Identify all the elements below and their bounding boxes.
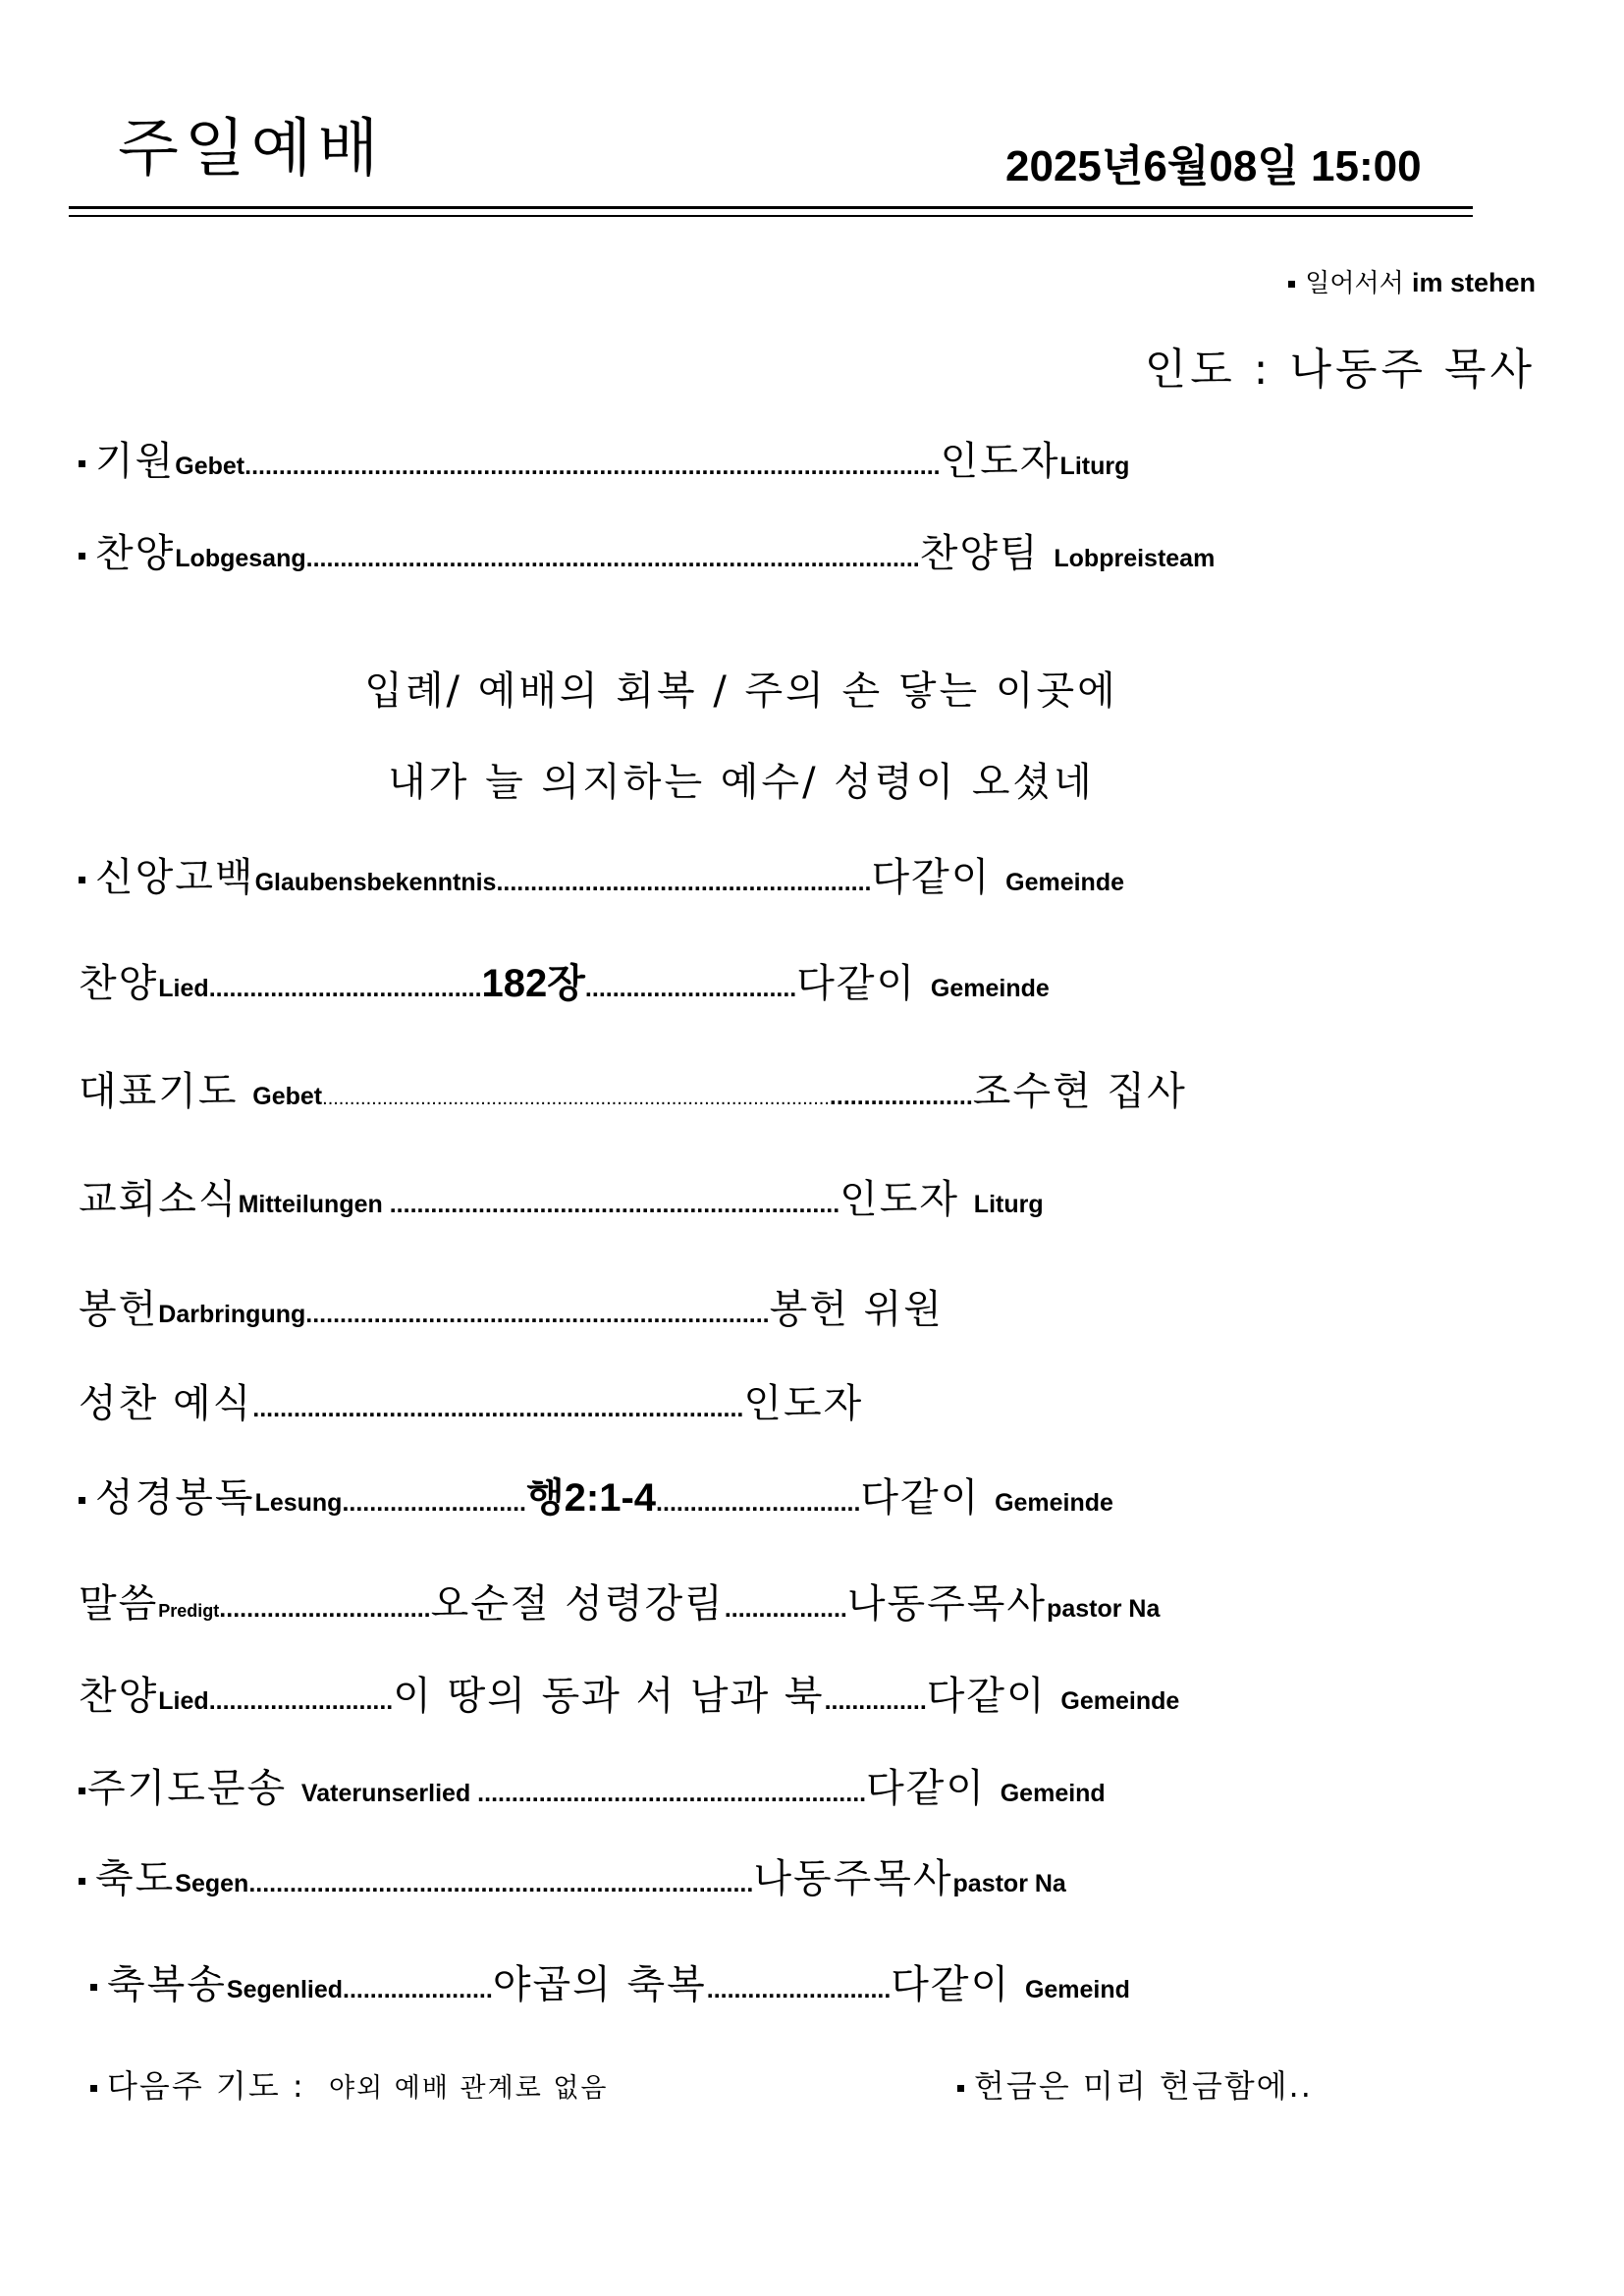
item-person-de: Gemeinde bbox=[1005, 869, 1124, 896]
dot-leader: ........................... bbox=[208, 1687, 394, 1715]
item-detail: 행2:1-4 bbox=[526, 1476, 657, 1520]
item-subtitle: Mitteilungen bbox=[238, 1191, 383, 1218]
item-person: 나동주목사 bbox=[753, 1856, 953, 1901]
item-person-de: Gemeinde bbox=[1060, 1687, 1180, 1715]
item-person: 인도자 bbox=[940, 439, 1060, 484]
item-person: 인도자 bbox=[743, 1381, 864, 1426]
item-person: 찬양팀 bbox=[919, 531, 1040, 576]
order-item bbox=[79, 1573, 1160, 1629]
item-title: 교회소식 bbox=[79, 1177, 239, 1222]
dot-leader: .......................................................................................... bbox=[305, 545, 920, 572]
hymn-line-2: 내가 늘 의지하는 예수/ 성령이 오셨네 bbox=[388, 760, 1095, 805]
bullet-icon bbox=[79, 1878, 85, 1885]
item-title: 기원 bbox=[95, 439, 176, 484]
item-person-de: pastor Na bbox=[952, 1870, 1066, 1897]
bullet-icon bbox=[90, 2085, 97, 2092]
next-week-prayer bbox=[90, 2061, 609, 2107]
item-person: 다같이 bbox=[860, 1475, 981, 1521]
item-title: 주기도문송 bbox=[87, 1766, 288, 1811]
header-rule-bottom bbox=[69, 215, 1473, 217]
item-person: 조수현 집사 bbox=[972, 1069, 1187, 1114]
item-subtitle: Lied bbox=[158, 1687, 209, 1715]
item-subtitle: Segen bbox=[175, 1870, 249, 1897]
order-item bbox=[79, 1372, 863, 1428]
item-person-de: Gemeinde bbox=[930, 975, 1050, 1002]
item-subtitle: Gebet bbox=[175, 453, 245, 480]
item-person-de: Lobpreisteam bbox=[1054, 545, 1216, 572]
dot-leader: .............................. bbox=[656, 1489, 861, 1517]
dot-leader: ........................................................................ bbox=[252, 1395, 744, 1422]
item-person-de: Gemeind bbox=[1024, 1976, 1130, 2003]
dot-leader: ............... bbox=[824, 1687, 927, 1715]
item-person: 인도자 bbox=[839, 1177, 960, 1222]
item-subtitle: Lied bbox=[158, 975, 209, 1002]
order-item bbox=[79, 846, 1124, 902]
item-title: 대표기도 bbox=[79, 1069, 239, 1114]
dot-leader: .................. bbox=[724, 1595, 847, 1623]
bullet-icon bbox=[79, 1497, 85, 1504]
standing-note bbox=[1288, 263, 1536, 299]
standing-note-de: im stehen bbox=[1411, 268, 1536, 297]
offering-text: 헌금은 미리 헌금함에.. bbox=[974, 2067, 1313, 2105]
order-item bbox=[79, 430, 1129, 486]
item-subtitle: Glaubensbekenntnis bbox=[254, 869, 497, 896]
item-detail: 이 땅의 동과 서 남과 북 bbox=[393, 1674, 825, 1719]
dot-leader: ....................................................... bbox=[496, 869, 872, 896]
bullet-icon bbox=[90, 1984, 97, 1991]
order-item bbox=[79, 1278, 944, 1334]
bullet-icon bbox=[957, 2085, 964, 2092]
item-subtitle: Gebet bbox=[252, 1083, 323, 1110]
next-week-prayer-text: 야외 예배 관계로 없음 bbox=[329, 2073, 609, 2104]
order-item bbox=[79, 952, 1050, 1008]
next-week-prayer-label: 다음주 기도 : bbox=[107, 2067, 305, 2105]
item-subtitle: Vaterunserlied bbox=[300, 1780, 471, 1807]
dot-leader: ............................... bbox=[219, 1595, 431, 1623]
dot-leader: .................................................................. bbox=[382, 1191, 840, 1218]
item-title: 축복송 bbox=[107, 1962, 227, 2007]
item-title: 신앙고백 bbox=[95, 855, 255, 900]
item-subtitle: Lobgesang bbox=[175, 545, 306, 572]
item-person: 나동주목사 bbox=[846, 1581, 1048, 1627]
item-person-de: Liturg bbox=[1059, 453, 1130, 480]
item-subtitle: Segenlied bbox=[226, 1976, 344, 2003]
bullet-icon bbox=[79, 460, 85, 467]
item-title: 성경봉독 bbox=[95, 1475, 255, 1521]
dot-leader: ...................... bbox=[343, 1976, 493, 2003]
item-title: 찬양 bbox=[95, 531, 176, 576]
order-item bbox=[79, 1060, 1187, 1116]
item-person-de: Gemeinde bbox=[995, 1489, 1113, 1517]
order-item bbox=[79, 1467, 1113, 1522]
standing-note-ko: 일어서서 bbox=[1305, 269, 1404, 298]
item-person-de: Liturg bbox=[973, 1191, 1044, 1218]
item-detail: 야곱의 축복 bbox=[492, 1962, 707, 2007]
dot-leader: .......................................................................... bbox=[248, 1870, 754, 1897]
dot-leader: ...................................................................................................... bbox=[244, 453, 941, 480]
order-item bbox=[90, 1953, 1130, 2009]
page-title: 주일예배 bbox=[118, 113, 385, 186]
header-rule-top bbox=[69, 206, 1473, 209]
bullet-icon bbox=[79, 877, 85, 883]
item-person-de: pastor Na bbox=[1047, 1595, 1161, 1623]
dot-leader: ..................... bbox=[829, 1083, 973, 1110]
item-subtitle: Darbringung bbox=[158, 1301, 306, 1328]
item-detail: 오순절 성령강림 bbox=[430, 1581, 725, 1627]
item-title: 축도 bbox=[95, 1856, 176, 1901]
bullet-icon bbox=[79, 1788, 85, 1794]
item-person-de: Gemeind bbox=[1000, 1780, 1106, 1807]
bullet-icon bbox=[79, 553, 85, 560]
item-title: 찬양 bbox=[79, 961, 159, 1006]
order-item bbox=[79, 522, 1215, 578]
item-title: 말씀 bbox=[79, 1581, 159, 1627]
dot-leader: ........................... bbox=[342, 1489, 527, 1517]
item-person: 다같이 bbox=[891, 1962, 1011, 2007]
item-person: 다같이 bbox=[796, 961, 917, 1006]
dot-leader: ........................................ bbox=[208, 975, 482, 1002]
item-title: 봉헌 bbox=[79, 1287, 159, 1332]
item-title: 찬양 bbox=[79, 1674, 159, 1719]
order-item bbox=[79, 1168, 1044, 1224]
order-item bbox=[79, 1665, 1179, 1721]
item-title: 성찬 예식 bbox=[79, 1381, 253, 1426]
dot-leader: ......................................................... bbox=[470, 1780, 867, 1807]
item-subtitle: Lesung bbox=[254, 1489, 343, 1517]
item-detail: 182장 bbox=[481, 962, 585, 1005]
item-subtitle: Predigt bbox=[158, 1601, 220, 1621]
bullet-icon bbox=[1288, 281, 1295, 288]
order-item bbox=[79, 1847, 1066, 1903]
hymn-line-1: 입례/ 예배의 회복 / 주의 손 닿는 이곳에 bbox=[364, 668, 1118, 714]
dot-leader: ............................................................................................. bbox=[322, 1088, 830, 1109]
offering-note bbox=[957, 2061, 1313, 2107]
dot-leader: ........................... bbox=[706, 1976, 892, 2003]
item-person: 다같이 bbox=[866, 1766, 987, 1811]
order-item bbox=[79, 1757, 1106, 1813]
dot-leader: .................................................................... bbox=[305, 1301, 770, 1328]
dot-leader: ............................... bbox=[584, 975, 797, 1002]
item-person: 봉헌 위원 bbox=[769, 1287, 944, 1332]
service-leader: 인도 : 나동주 목사 bbox=[1144, 345, 1536, 395]
service-date: 2025년6월08일 15:00 bbox=[1005, 142, 1422, 190]
item-person: 다같이 bbox=[926, 1674, 1047, 1719]
item-person: 다같이 bbox=[871, 855, 992, 900]
